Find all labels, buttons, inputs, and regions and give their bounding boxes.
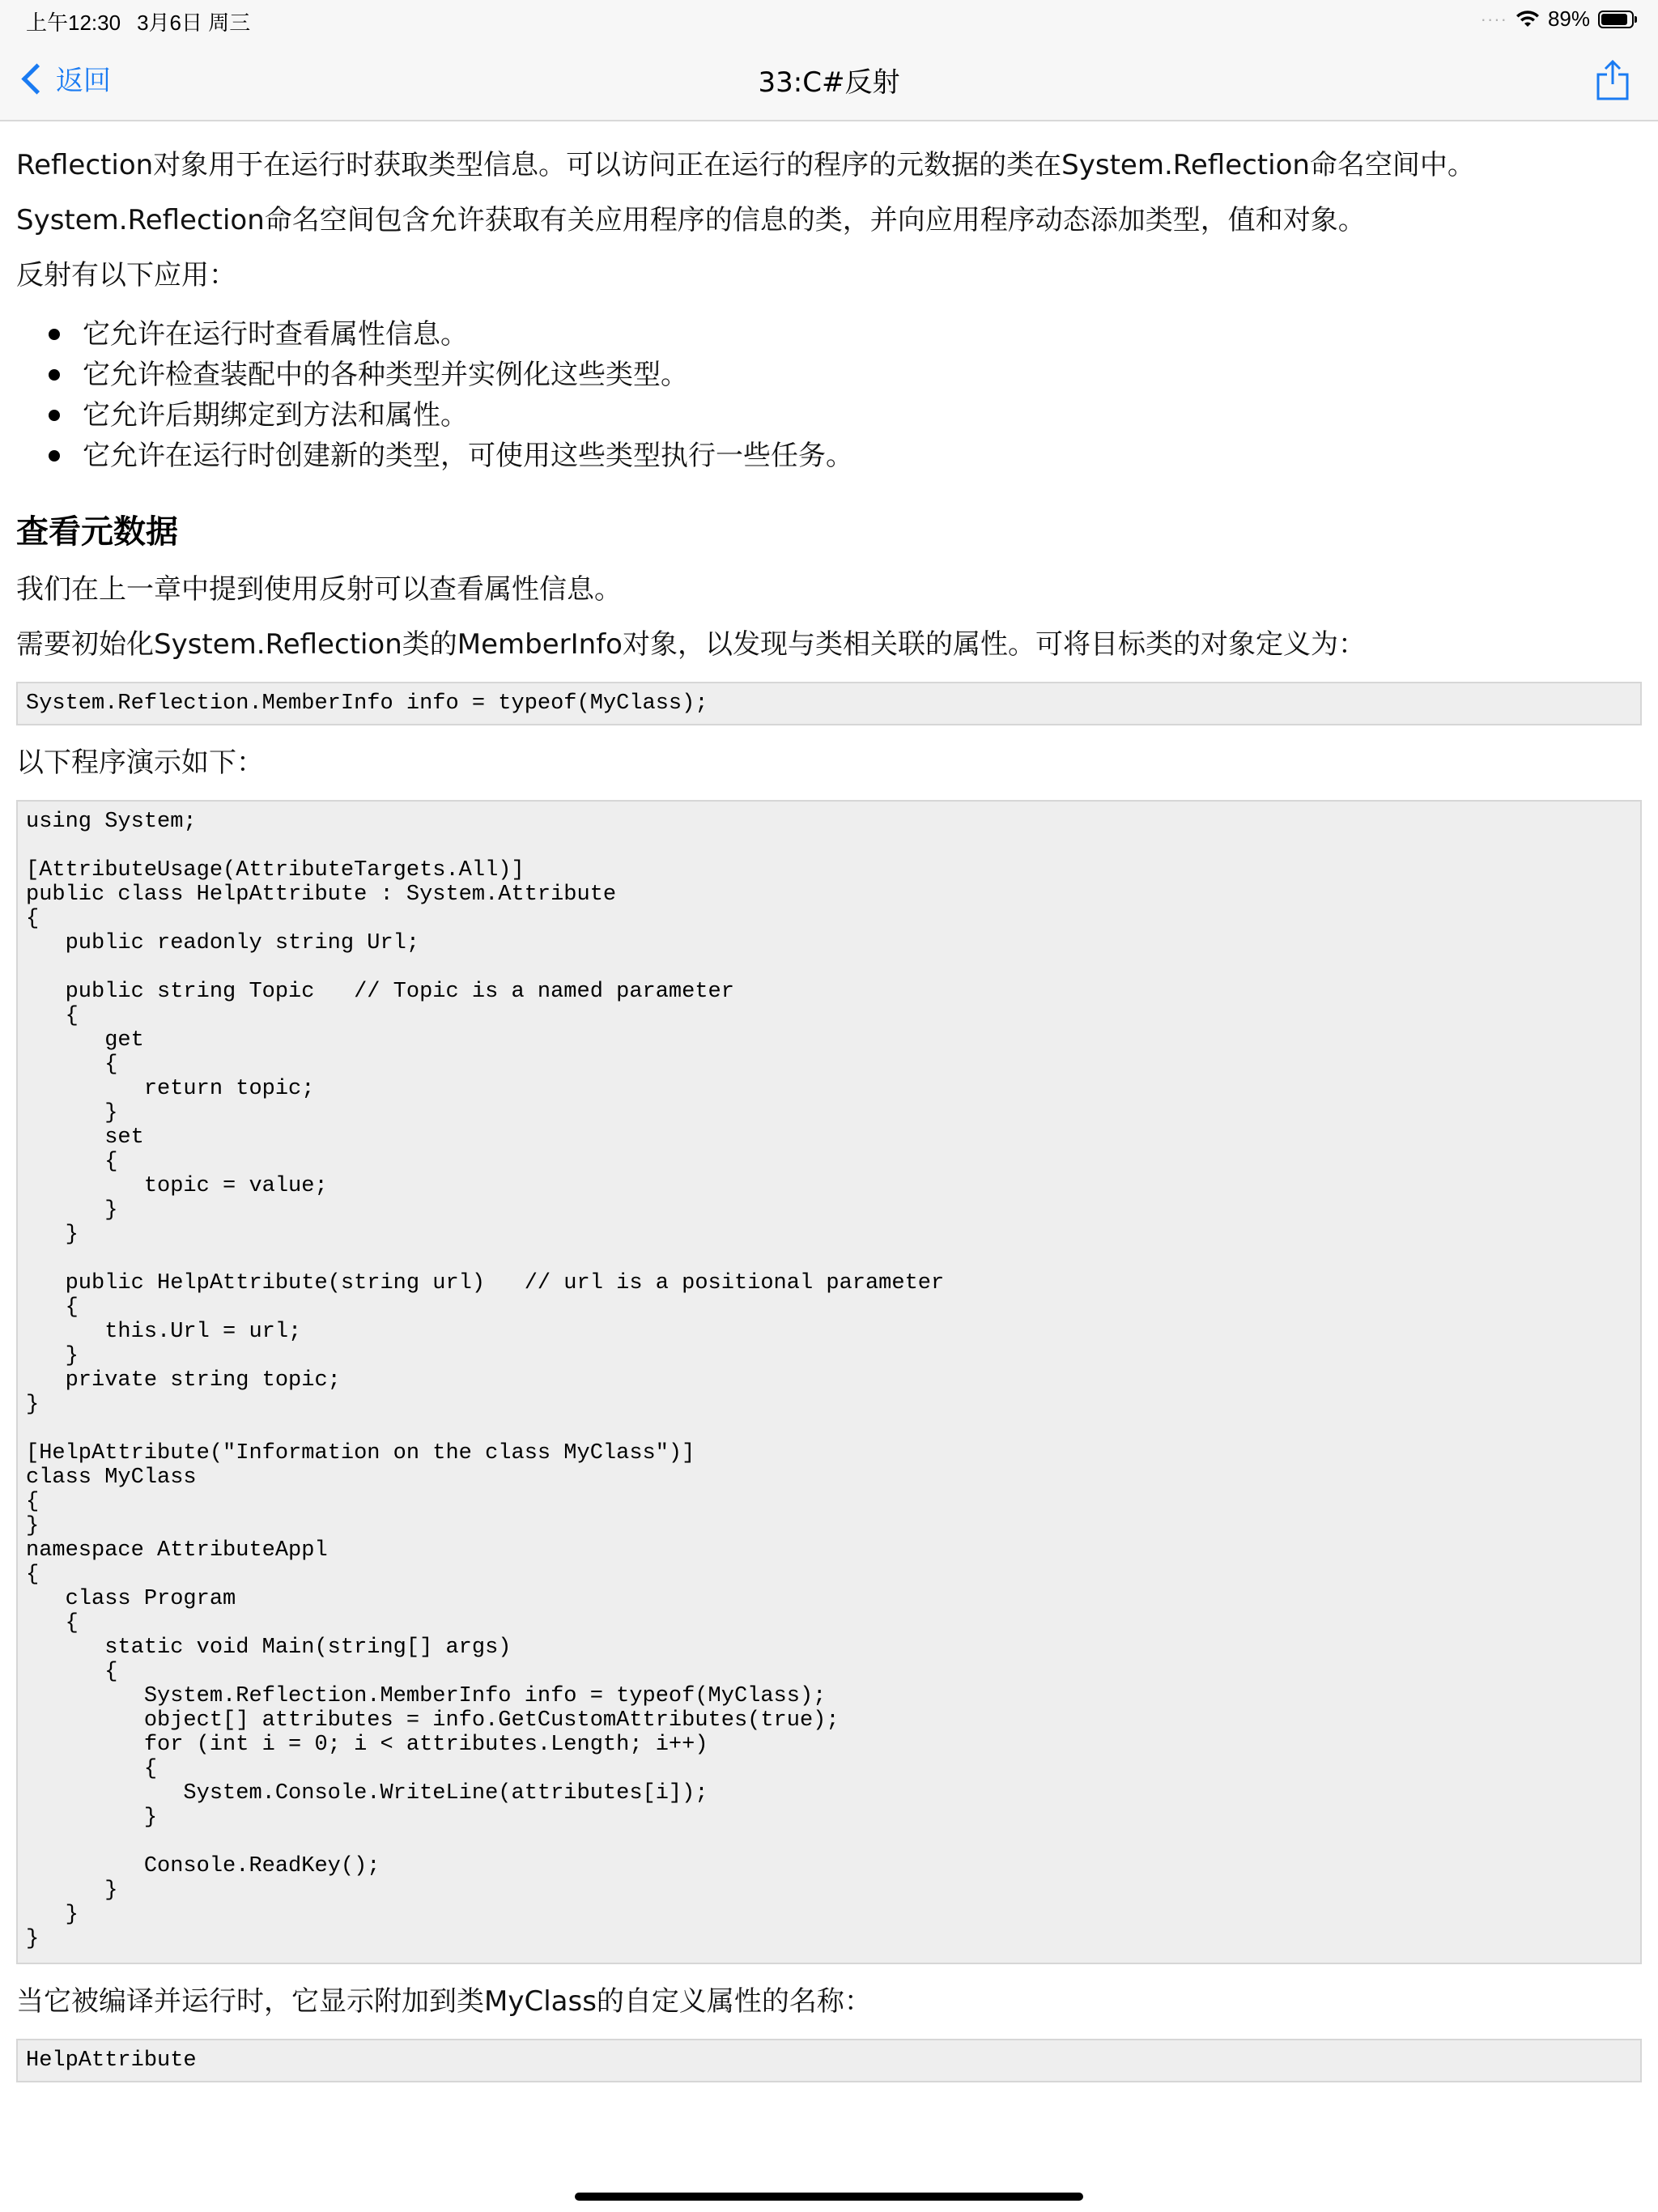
signal-icon: ···· — [1480, 8, 1507, 29]
status-time: 上午12:30 — [26, 11, 121, 35]
section-heading: 查看元数据 — [16, 513, 178, 551]
code-block-memberinfo: System.Reflection.MemberInfo info = typeof(MyClass); — [16, 682, 1642, 725]
applications-list — [16, 314, 1642, 476]
list-item: 它允许后期绑定到方法和属性。 — [49, 395, 1642, 436]
status-date: 3月6日 周三 — [137, 11, 251, 35]
paragraph-intro: Reflection对象用于在运行时获取类型信息。可以访问正在运行的程序的元数据的类在System.Reflection命名空间中。 — [16, 149, 1475, 181]
article-content — [16, 123, 1642, 2082]
list-item: 它允许在运行时查看属性信息。 — [49, 314, 1642, 355]
paragraph-applications: 反射有以下应用： — [16, 259, 236, 291]
status-bar — [0, 0, 1658, 39]
share-icon[interactable] — [1595, 58, 1630, 100]
navigation-bar — [0, 39, 1658, 121]
list-item: 它允许检查装配中的各种类型并实例化这些类型。 — [49, 355, 1642, 395]
home-indicator[interactable] — [575, 2193, 1083, 2201]
status-indicators — [1481, 6, 1634, 32]
battery-percent: 89% — [1547, 6, 1590, 31]
paragraph-namespace: System.Reflection命名空间包含允许获取有关应用程序的信息的类，并向应用程序动态添加类型，值和对象。 — [16, 204, 1366, 236]
code-block-output: HelpAttribute — [16, 2039, 1642, 2082]
list-item: 它允许在运行时创建新的类型，可使用这些类型执行一些任务。 — [49, 436, 1642, 476]
battery-icon — [1598, 11, 1634, 28]
status-time-date — [26, 6, 266, 36]
paragraph-output: 当它被编译并运行时，它显示附加到类MyClass的自定义属性的名称： — [16, 1985, 872, 2018]
paragraph-view-metadata: 我们在上一章中提到使用反射可以查看属性信息。 — [16, 573, 622, 606]
page-title: 33:C#反射 — [758, 66, 900, 99]
code-block-program: using System; [AttributeUsage(AttributeTargets.All)] public class HelpAttribute : System.Attribute { public readonly string Url; public string Topic // Topic is a named parameter { get { return topic; } set { topic = value; } } public HelpAttribute(string url) // url is a positional parameter { this.Url = url; } private string topic; } [HelpAttribute("Information on the class MyClass")] class MyClass { } namespace AttributeAppl { class Program { static void Main(string[] args) { System.Reflection.MemberInfo info = typeof(MyClass); object[] attributes = info.GetCustomAttributes(true); for (int i = 0; i < attributes.Length; i++) { System.Console.WriteLine(attributes[i]); } Console.ReadKey(); } } } — [16, 800, 1642, 1964]
paragraph-demo: 以下程序演示如下： — [16, 747, 264, 779]
paragraph-memberinfo: 需要初始化System.Reflection类的MemberInfo对象，以发现与类相关联的属性。可将目标类的对象定义为： — [16, 628, 1366, 661]
battery-level — [1601, 14, 1627, 25]
wifi-icon — [1516, 11, 1540, 28]
back-label: 返回 — [56, 65, 111, 97]
